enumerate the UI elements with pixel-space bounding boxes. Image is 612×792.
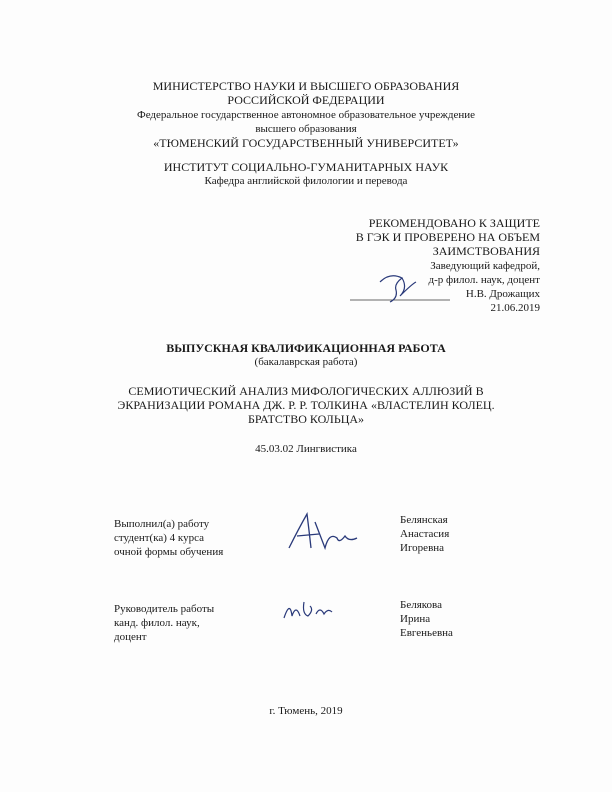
student-label-3: очной формы обучения bbox=[114, 546, 224, 558]
approval-date: 21.06.2019 bbox=[490, 302, 540, 314]
ministry-line-1: МИНИСТЕРСТВО НАУКИ И ВЫСШЕГО ОБРАЗОВАНИЯ bbox=[152, 79, 460, 93]
supervisor-first-name: Ирина bbox=[400, 613, 431, 625]
student-label-1: Выполнил(а) работу bbox=[114, 518, 210, 530]
head-of-department-signature bbox=[350, 270, 455, 304]
thesis-title-line-1: СЕМИОТИЧЕСКИЙ АНАЛИЗ МИФОЛОГИЧЕСКИХ АЛЛЮЗИЙ В bbox=[128, 384, 484, 398]
thesis-title-line-3: БРАТСТВО КОЛЬЦА» bbox=[247, 412, 365, 426]
student-patronymic: Игоревна bbox=[400, 542, 445, 554]
student-first-name: Анастасия bbox=[400, 528, 450, 540]
student-label-2: студент(ка) 4 курса bbox=[114, 532, 204, 544]
work-type: ВЫПУСКНАЯ КВАЛИФИКАЦИОННАЯ РАБОТА bbox=[166, 341, 446, 355]
university-name: «ТЮМЕНСКИЙ ГОСУДАРСТВЕННЫЙ УНИВЕРСИТЕТ» bbox=[153, 136, 459, 150]
student-signature bbox=[285, 508, 365, 554]
institution-line-1: Федеральное государственное автономное образовательное учреждение bbox=[137, 109, 475, 121]
approval-line-5: д-р филол. наук, доцент bbox=[428, 274, 540, 286]
ministry-line-2: РОССИЙСКОЙ ФЕДЕРАЦИИ bbox=[227, 93, 385, 107]
approval-name: Н.В. Дрожащих bbox=[465, 288, 540, 300]
supervisor-surname: Белякова bbox=[400, 599, 442, 611]
approval-line-4: Заведующий кафедрой, bbox=[430, 260, 540, 272]
city-year: г. Тюмень, 2019 bbox=[269, 705, 343, 717]
department-name: Кафедра английской филологии и перевода bbox=[204, 175, 408, 187]
approval-line-3: ЗАИМСТВОВАНИЯ bbox=[432, 244, 540, 258]
thesis-title-line-2: ЭКРАНИЗАЦИИ РОМАНА ДЖ. Р. Р. ТОЛКИНА «ВЛАСТЕЛИН КОЛЕЦ. bbox=[117, 398, 495, 412]
supervisor-label-2: канд. филол. наук, bbox=[114, 617, 200, 629]
specialty: 45.03.02 Лингвистика bbox=[255, 443, 357, 455]
approval-line-1: РЕКОМЕНДОВАНО К ЗАЩИТЕ bbox=[368, 216, 540, 230]
institute-name: ИНСТИТУТ СОЦИАЛЬНО-ГУМАНИТАРНЫХ НАУК bbox=[163, 160, 449, 174]
supervisor-signature bbox=[280, 594, 340, 624]
supervisor-label-1: Руководитель работы bbox=[114, 603, 215, 615]
supervisor-patronymic: Евгеньевна bbox=[400, 627, 453, 639]
institution-line-2: высшего образования bbox=[255, 123, 357, 135]
approval-line-2: В ГЭК И ПРОВЕРЕНО НА ОБЪЕМ bbox=[355, 230, 540, 244]
student-surname: Белянская bbox=[400, 514, 448, 526]
supervisor-label-3: доцент bbox=[114, 631, 147, 643]
degree-label: (бакалаврская работа) bbox=[254, 356, 358, 368]
